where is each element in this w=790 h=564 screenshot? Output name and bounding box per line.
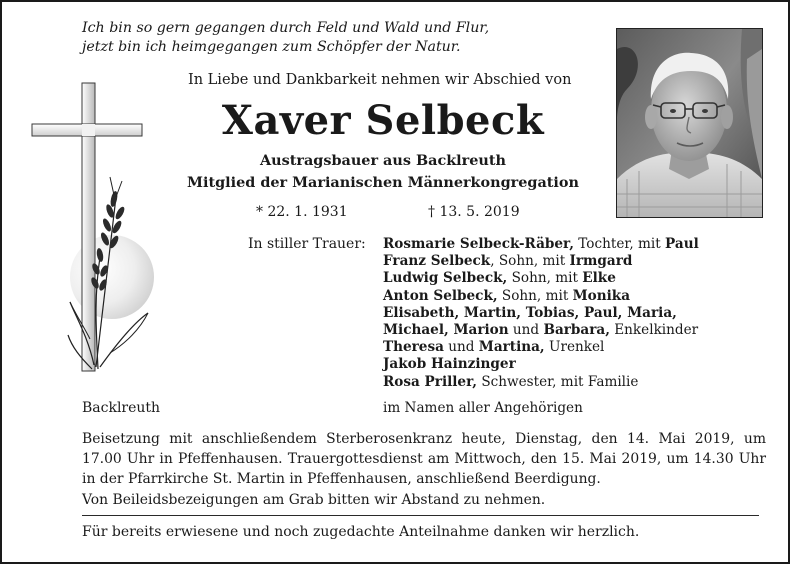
condolence-note: Von Beileidsbezeigungen am Grab bitten wir Abstand zu nehmen. bbox=[82, 491, 546, 508]
mourner-relation: Sohn, mit bbox=[497, 287, 573, 304]
mourner-line bbox=[383, 356, 699, 373]
death-date: † 13. 5. 2019 bbox=[428, 204, 520, 220]
mourner-name: Jakob Hainzinger bbox=[383, 356, 516, 373]
funeral-details bbox=[82, 429, 766, 510]
mourner-line bbox=[383, 236, 699, 253]
mourner-name: Ludwig Selbeck, bbox=[383, 270, 508, 287]
mourner-line bbox=[383, 305, 699, 322]
thanks-note: Für bereits erwiesene und noch zugedachte Anteilnahme danken wir herzlich. bbox=[82, 524, 640, 540]
portrait-photo bbox=[616, 28, 763, 218]
birth-date: * 22. 1. 1931 bbox=[256, 204, 348, 220]
place-name: Backlreuth bbox=[82, 400, 161, 416]
portrait-image bbox=[617, 29, 762, 217]
funeral-line: in der Pfarrkirche St. Martin in Pfeffenhausen, anschließend Beerdigung. bbox=[82, 471, 601, 488]
mourner-name: Anton Selbeck, bbox=[383, 287, 498, 304]
mourner-name: Franz Selbeck bbox=[383, 253, 491, 270]
family-line: im Namen aller Angehörigen bbox=[383, 400, 583, 416]
mourner-name: Rosmarie Selbeck-Räber, bbox=[383, 236, 574, 252]
mourning-label: In stiller Trauer: bbox=[248, 236, 366, 252]
mourner-name: Paul bbox=[665, 236, 699, 252]
mourner-name: Martina, bbox=[478, 339, 545, 356]
divider bbox=[82, 515, 759, 516]
mourner-name: Elke bbox=[582, 270, 616, 287]
mourners-list bbox=[383, 236, 699, 391]
funeral-line: 17.00 Uhr in Pfeffenhausen. Trauergottesdienst am Mittwoch, den 15. Mai 2019, um 14.30 Uhr bbox=[82, 451, 766, 468]
mourner-relation: Tochter, mit bbox=[573, 236, 666, 252]
mourner-line bbox=[383, 288, 699, 305]
mourner-line bbox=[383, 374, 699, 391]
funeral-line: Beisetzung mit anschließendem Sterberosenkranz heute, Dienstag, den 14. Mai 2019, um bbox=[82, 431, 766, 447]
mourner-name: Theresa bbox=[383, 339, 444, 356]
mourner-name: Monika bbox=[572, 287, 630, 304]
role-line: Austragsbauer aus Backlreuth bbox=[260, 152, 506, 169]
mourner-name: Michael, Marion bbox=[383, 322, 509, 339]
motto bbox=[82, 19, 489, 57]
mourner-relation: und bbox=[443, 339, 479, 356]
mourner-line bbox=[383, 339, 699, 356]
motto-line: jetzt bin ich heimgegangen zum Schöpfer der Natur. bbox=[82, 39, 461, 55]
mourner-name: Irmgard bbox=[569, 253, 633, 270]
mourner-relation: Enkelkinder bbox=[609, 322, 699, 339]
mourner-relation: Schwester, mit Familie bbox=[477, 373, 639, 390]
cross-with-wheat-icon bbox=[30, 77, 165, 382]
role-line: Mitglied der Marianischen Männerkongregation bbox=[187, 174, 579, 191]
mourner-name: Elisabeth, Martin, Tobias, Paul, Maria, bbox=[383, 304, 677, 321]
mourner-line bbox=[383, 253, 699, 270]
mourner-line bbox=[383, 322, 699, 339]
deceased-name: Xaver Selbeck bbox=[221, 97, 545, 144]
intro-text: In Liebe und Dankbarkeit nehmen wir Abschied von bbox=[188, 72, 572, 88]
mourner-name: Rosa Priller, bbox=[383, 373, 477, 390]
mourner-relation: und bbox=[508, 322, 544, 339]
mourner-relation: Sohn, mit bbox=[507, 270, 583, 287]
mourner-line bbox=[383, 270, 699, 287]
mourner-relation: Urenkel bbox=[544, 339, 605, 356]
motto-line: Ich bin so gern gegangen durch Feld und Wald und Flur, bbox=[82, 20, 490, 36]
mourner-relation: , Sohn, mit bbox=[490, 253, 570, 270]
mourner-name: Barbara, bbox=[543, 322, 610, 339]
